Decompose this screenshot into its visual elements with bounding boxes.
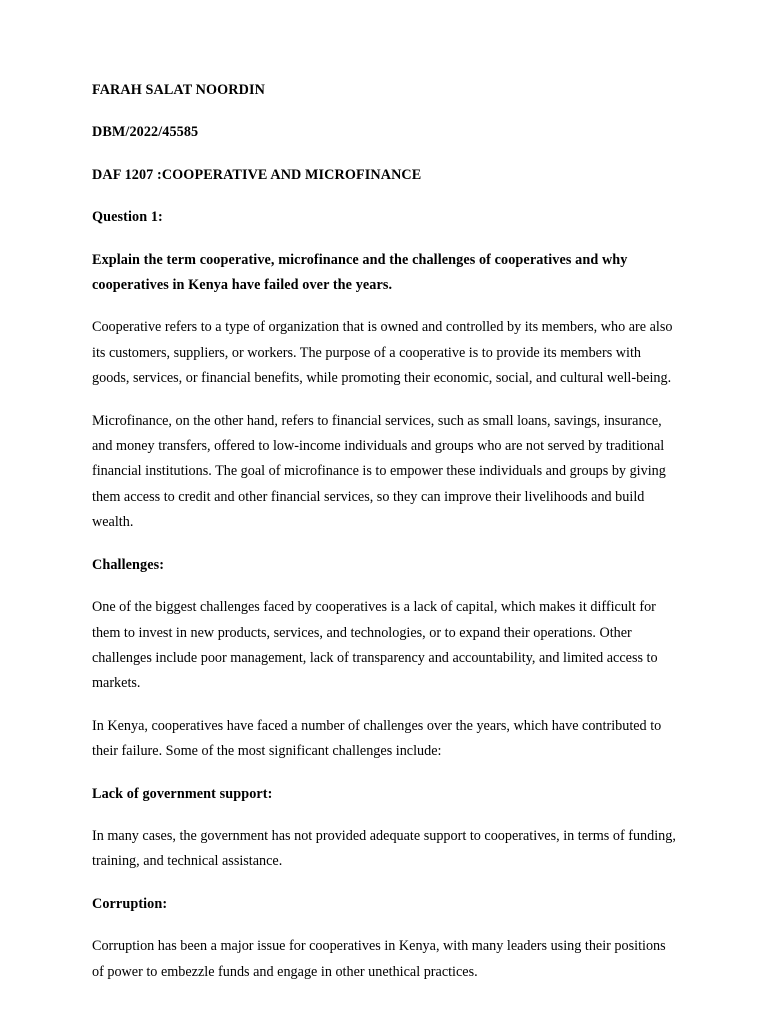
- paragraph-cooperative-definition: Cooperative refers to a type of organization that is owned and controlled by its members, who are also its customers, suppliers, or workers. The purpose of a cooperative is to provide its members with goods, services, or financial benefits, while promoting their economic, social, and cultural well-being.: [92, 319, 673, 387]
- section-heading-corruption: Corruption:: [92, 895, 168, 912]
- paragraph-microfinance-definition: Microfinance, on the other hand, refers to financial services, such as small loans, savings, insurance, and money transfers, offered to low-income individuals and groups who are not served by traditional financial institutions. The goal of microfinance is to empower these individuals and groups by giving them access to credit and other financial services, so they can improve their livelihoods and build wealth.: [92, 412, 666, 531]
- paragraph-corruption: Corruption has been a major issue for cooperatives in Kenya, with many leaders using their positions of power to embezzle funds and engage in other unethical practices.: [92, 938, 666, 980]
- paragraph-kenya-intro: In Kenya, cooperatives have faced a number of challenges over the years, which have contributed to their failure. Some of the most significant challenges include:: [92, 717, 662, 760]
- document-body: [92, 78, 676, 985]
- section-heading-government-support: Lack of government support:: [92, 785, 273, 802]
- section-heading-challenges: Challenges:: [92, 556, 165, 573]
- paragraph-government-support: In many cases, the government has not provided adequate support to cooperatives, in terms of funding, training, and technical assistance.: [92, 827, 676, 870]
- paragraph-challenges-capital: One of the biggest challenges faced by cooperatives is a lack of capital, which makes it difficult for them to invest in new products, services, and technologies, or to expand their operations. Other challenges include poor management, lack of transparency and accountability, and limited access to markets.: [92, 599, 658, 692]
- course-code-title: DAF 1207 :COOPERATIVE AND MICROFINANCE: [92, 166, 422, 183]
- question-label: Question 1:: [92, 209, 163, 226]
- question-prompt: Explain the term cooperative, microfinance and the challenges of cooperatives and why cooperatives in Kenya have failed over the years.: [92, 251, 628, 294]
- author-name: FARAH SALAT NOORDIN: [92, 82, 265, 98]
- registration-number: DBM/2022/45585: [92, 124, 199, 141]
